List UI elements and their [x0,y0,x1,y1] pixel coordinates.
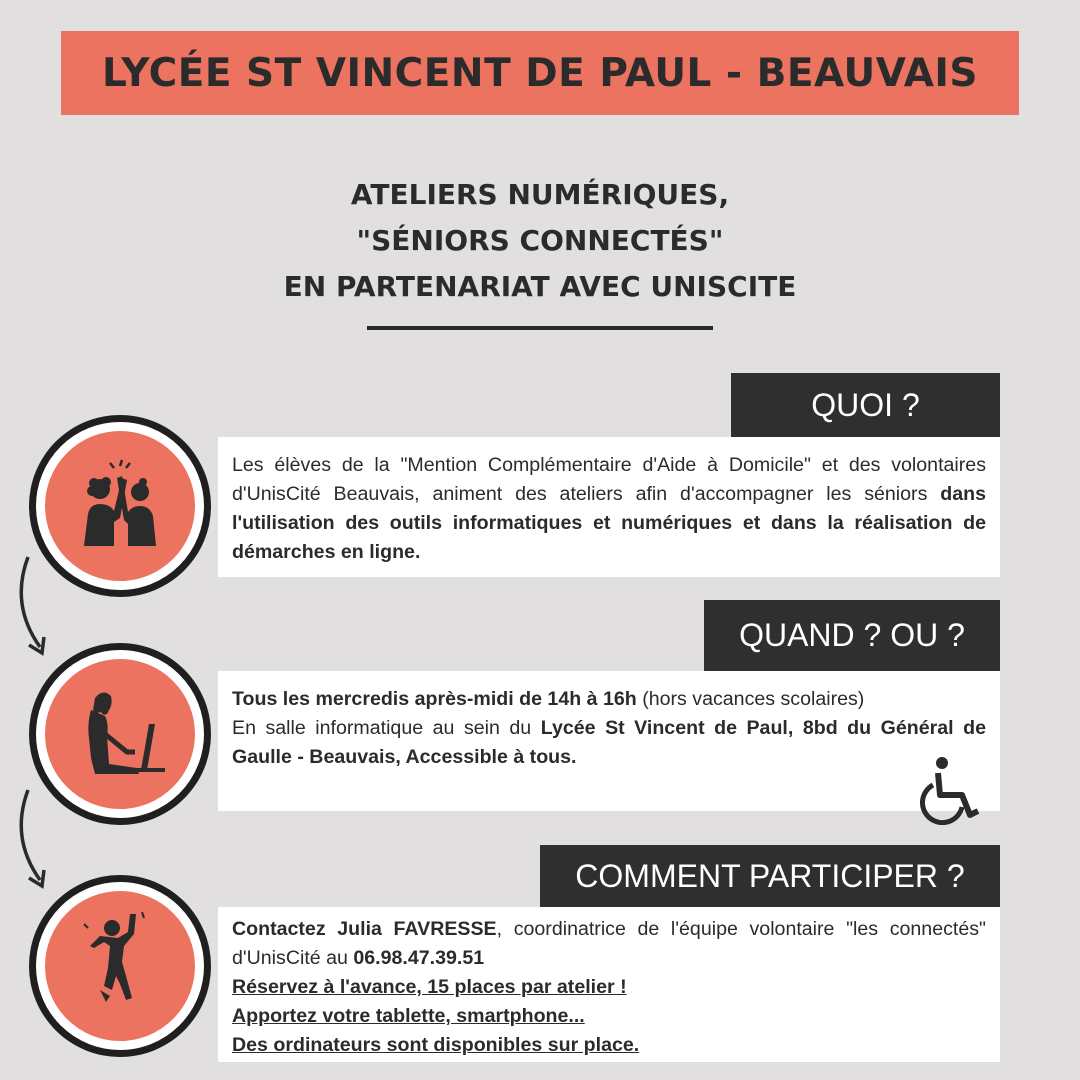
quoi-text: Les élèves de la "Mention Complémentaire d'Aide à Domicile" et des volontaires d'UnisCité Beauvais, animent des ateliers afin d'accompagner les séniors [232,454,986,505]
contact-bold: Contactez Julia FAVRESSE [232,918,497,940]
comment-circle [36,882,204,1050]
divider [367,326,713,330]
curved-arrow-icon [8,555,58,660]
subtitle-line-3: EN PARTENARIAT AVEC UNISCITE [283,270,797,303]
subtitle-line-1: ATELIERS NUMÉRIQUES, [350,178,730,211]
quoi-text-bold: dans l'utilisation des outils informatiques et numériques et dans la réalisation de démarches en ligne. [232,483,986,563]
section-card-quand [218,671,1000,811]
contact-text: , coordinatrice de l'équipe volontaire "les connectés" d'UnisCité au [232,918,986,969]
section-label-quoi [731,373,1000,437]
section-label-comment [540,845,1000,907]
section-label-text: QUAND ? OU ? [739,617,965,653]
section-label-text: COMMENT PARTICIPER ? [575,857,965,894]
section-label-text: QUOI ? [811,386,920,423]
page-title: LYCÉE ST VINCENT DE PAUL - BEAUVAIS [101,50,979,96]
bring-device-note: Apportez votre tablette, smartphone... [232,1005,585,1027]
computers-available-note: Des ordinateurs sont disponibles sur place. [232,1034,640,1056]
person-at-computer-icon [65,684,175,784]
quand-circle [36,650,204,818]
high-five-icon [70,456,170,556]
where-text-bold: Lycée St Vincent de Paul, 8bd du Général de Gaulle - Beauvais, Accessible à tous. [232,717,986,768]
wheelchair-icon [920,755,982,825]
jumping-person-icon [70,906,170,1026]
title-banner [61,31,1019,115]
where-text: En salle informatique au sein du [232,717,541,739]
phone-number: 06.98.47.39.51 [353,947,485,969]
curved-arrow-icon [8,788,58,893]
section-card-quoi [218,437,1000,577]
section-label-quand [704,600,1000,671]
reservation-note: Réservez à l'avance, 15 places par atelier ! [232,976,627,998]
when-note: (hors vacances scolaires) [636,688,865,710]
quoi-circle [36,422,204,590]
subtitle [0,172,1080,310]
when-text-bold: Tous les mercredis après-midi de 14h à 16h [232,688,637,710]
subtitle-line-2: "SÉNIORS CONNECTÉS" [356,224,724,257]
section-card-comment [218,907,1000,1062]
